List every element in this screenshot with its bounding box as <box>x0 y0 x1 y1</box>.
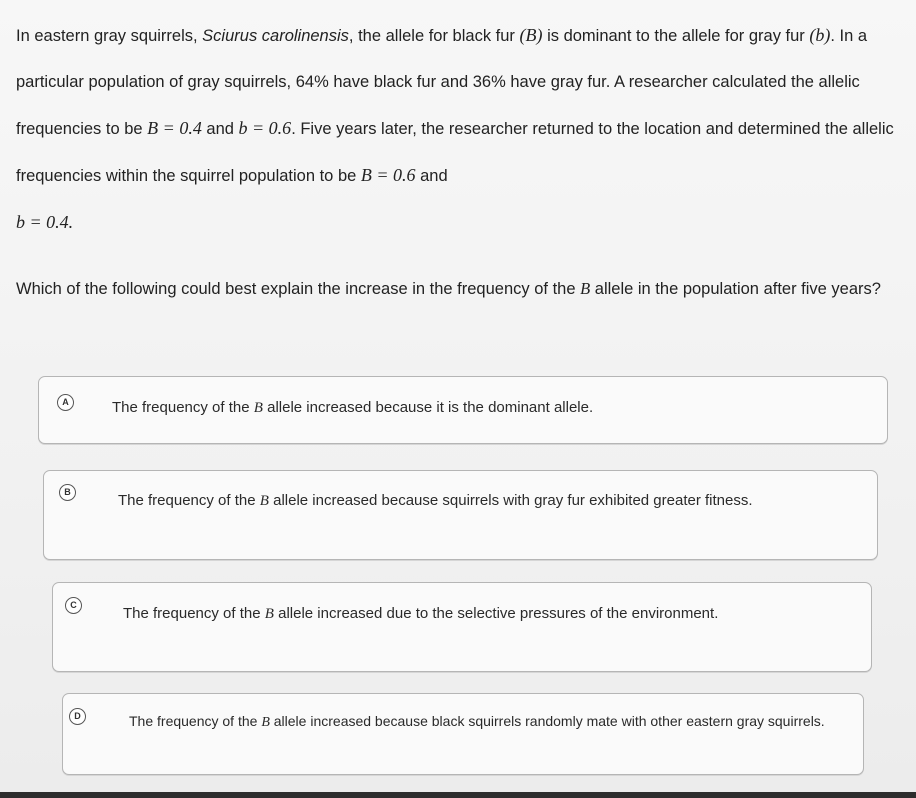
math-allele-B: B <box>253 400 263 416</box>
math-allele-b: (b) <box>809 25 831 45</box>
choice-letter-a: A <box>57 394 74 411</box>
choice-letter-d: D <box>69 708 86 725</box>
prompt-text: allele in the population after five years? <box>590 280 881 298</box>
math-allele-B: B <box>261 715 270 730</box>
math-allele-B: B <box>580 279 591 298</box>
choice-c-text <box>123 600 853 628</box>
stem-text: . Five years later, the researcher returned to the location and determined the allelic frequencies within the squirrel population to be <box>16 120 894 185</box>
choice-text: The frequency of the <box>123 605 265 622</box>
stem-text: . In a particular population of gray squirrels, 64% have black fur and 36% have gray fur. A researcher calculated the allelic frequencies to be <box>16 27 868 138</box>
stem-text: and <box>201 120 239 138</box>
choice-text: The frequency of the <box>118 492 260 509</box>
choice-b-text <box>118 487 858 515</box>
answer-choice-b[interactable] <box>43 470 878 560</box>
bottom-divider <box>0 792 916 798</box>
answer-choice-a[interactable] <box>38 376 888 444</box>
question-prompt <box>16 274 908 304</box>
math-allele-B: B <box>264 606 274 622</box>
math-equation: b = 0.6 <box>238 118 292 138</box>
choice-text: allele increased because black squirrels randomly mate with other eastern gray squirrels. <box>269 713 825 729</box>
choice-d-text <box>129 708 849 736</box>
math-allele-B: B <box>259 493 269 509</box>
choice-text: The frequency of the <box>129 713 262 729</box>
choice-letter-c: C <box>65 597 82 614</box>
choice-text: allele increased due to the selective pressures of the environment. <box>273 605 719 622</box>
choice-a-text <box>112 394 872 422</box>
stem-text: is dominant to the allele for gray fur <box>542 27 810 45</box>
question-stem <box>16 12 908 246</box>
choice-letter-b: B <box>59 484 76 501</box>
stem-text: In eastern gray squirrels, <box>16 27 203 45</box>
choice-text: The frequency of the <box>112 399 254 416</box>
prompt-text: Which of the following could best explain the increase in the frequency of the <box>16 280 581 298</box>
math-equation: B = 0.6 <box>360 165 416 185</box>
species-name: Sciurus carolinensis <box>202 27 349 45</box>
math-equation: B = 0.4 <box>147 118 202 138</box>
choice-text: allele increased because squirrels with gray fur exhibited greater fitness. <box>268 492 753 509</box>
stem-text: , the allele for black fur <box>348 27 520 45</box>
answer-choice-c[interactable] <box>52 582 872 672</box>
stem-text: and <box>415 167 448 185</box>
choice-text: allele increased because it is the dominant allele. <box>262 399 594 416</box>
answer-choice-d[interactable] <box>62 693 864 775</box>
math-allele-B: (B) <box>519 25 543 45</box>
math-equation: b = 0.4. <box>16 212 74 232</box>
